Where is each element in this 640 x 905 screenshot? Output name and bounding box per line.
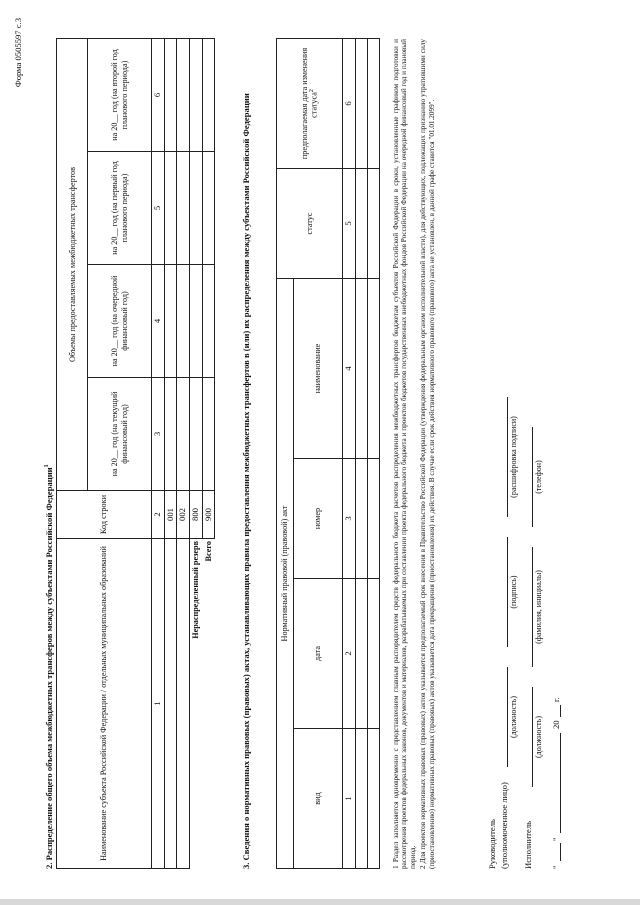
s2-col-year3: на 20__ год (на первый год планового периода)	[88, 152, 152, 265]
s2-row1-c6[interactable]	[164, 38, 177, 151]
head-decode-cap: (расшифровка подписи)	[509, 416, 518, 498]
date-day-line[interactable]	[560, 843, 561, 861]
s2-col-year4: на 20__ год (на второй год планового периода)	[88, 38, 152, 151]
footnote-2: 2 Для проектов нормативных правовых (правовых) актов указывается предполагаемый срок внесения в Правительство Российской Федерации (утверждения федеральным органом исполнительной власти), для действующих, подлежащих признанию утратившими силу (приостановлению) нормативных правовых (правовых) актов указывается дата прекращения (приостановления) их действия. В случае если срок действия нормативного правового (правового) акта не установлен, в данной графе ставится "01.01.2099".	[419, 39, 436, 869]
s2-row1-code: 001	[164, 491, 177, 539]
s2-total-c4[interactable]	[202, 265, 215, 378]
head-decode-line[interactable]	[507, 397, 508, 517]
executor-position-cap: (должность)	[534, 716, 543, 758]
date-year-line[interactable]	[560, 705, 561, 717]
s3-col-group: Нормативный правовой (правовой) акт	[277, 278, 294, 868]
s2-row1-c4[interactable]	[164, 265, 177, 378]
s2-reserve-code: 800	[189, 491, 202, 539]
s2-row1-c3[interactable]	[164, 378, 177, 491]
s3-row2-c2[interactable]	[367, 579, 379, 729]
s3-num-3: 3	[343, 459, 356, 579]
head-signature-cap: (подпись)	[509, 575, 518, 609]
executor-fio-cap: (фамилия, инициалы)	[534, 570, 543, 644]
section2-title	[44, 464, 55, 869]
footnotes	[392, 39, 436, 869]
s3-num-4: 4	[343, 278, 356, 458]
section2-title-sup: 1	[44, 464, 50, 468]
s2-reserve-label: Нераспределенный резерв	[189, 539, 202, 869]
s3-row2-c1[interactable]	[367, 729, 379, 869]
head-sub: (уполномоченное лицо)	[499, 782, 509, 869]
s3-row2-c5[interactable]	[367, 168, 379, 278]
scan-edge	[0, 899, 640, 905]
head-label: Руководитель	[487, 819, 497, 869]
footnote-1: 1 Раздел заполняется одновременно с представлением главным распорядителем средств федерального бюджета расчетов распределения межбюджетных трансфертов бюджетам субъектов Российской Федерации в сроки, установленные графиком подготовки и рассмотрения проектов федеральных законов, документов и материалов, разрабатываемых при составлении проекта федерального бюджета и проектов бюджетов государственных внебюджетных фондов Российской Федерации на очередной финансовый год и плановый период.	[392, 39, 417, 869]
head-signature-line[interactable]	[507, 537, 508, 647]
head-position-cap: (должность)	[509, 696, 518, 738]
s2-total-c6[interactable]	[202, 38, 215, 151]
head-position-line[interactable]	[507, 667, 508, 767]
s3-row2-c6[interactable]	[367, 38, 379, 168]
section3-table	[276, 38, 380, 869]
s2-total-label: Всего	[202, 539, 215, 869]
s2-reserve-c6[interactable]	[189, 38, 202, 151]
s3-row1-c4[interactable]	[355, 278, 367, 458]
s3-num-2: 2	[343, 579, 356, 729]
s2-col-name: Наименование субъекта Российской Федерации / отдельных муниципальных образований	[57, 539, 152, 869]
date-close-quote: "	[551, 837, 561, 841]
executor-label: Исполнитель	[523, 820, 533, 869]
form-code: Форма 0505597 с.3	[13, 18, 23, 88]
section2-title-text: 2. Распределение общего объема межбюджетных трансферов между субъектами Российской Федерации	[43, 467, 54, 869]
s2-col-volumes: Объемы предоставляемых межбюджетных трансфертов	[57, 38, 88, 490]
s3-row1-c2[interactable]	[355, 579, 367, 729]
s2-row1-c5[interactable]	[164, 152, 177, 265]
executor-phone-cap: (телефон)	[534, 460, 543, 494]
s3-row2-c4[interactable]	[367, 278, 379, 458]
s2-row2-name[interactable]	[177, 539, 190, 869]
s2-num-2: 2	[152, 491, 165, 539]
s3-col-status-date	[277, 38, 343, 168]
date-month-line[interactable]	[560, 733, 561, 833]
executor-phone-line[interactable]	[532, 427, 533, 527]
s2-row2-c5[interactable]	[177, 152, 190, 265]
s3-row1-c5[interactable]	[355, 168, 367, 278]
s2-reserve-c4[interactable]	[189, 265, 202, 378]
s2-total-c3[interactable]	[202, 378, 215, 491]
executor-position-line[interactable]	[532, 687, 533, 787]
s2-num-4: 4	[152, 265, 165, 378]
s2-row2-c3[interactable]	[177, 378, 190, 491]
s3-num-1: 1	[343, 729, 356, 869]
s3-row1-c6[interactable]	[355, 38, 367, 168]
s2-reserve-c3[interactable]	[189, 378, 202, 491]
s2-num-6: 6	[152, 38, 165, 151]
s2-total-code: 900	[202, 491, 215, 539]
s2-row2-c6[interactable]	[177, 38, 190, 151]
s2-col-year1: на 20__ год (на текущий финансовый год)	[88, 378, 152, 491]
s3-row1-c3[interactable]	[355, 459, 367, 579]
s2-num-3: 3	[152, 378, 165, 491]
s3-num-5: 5	[343, 168, 356, 278]
s3-col-number: номер	[294, 459, 343, 579]
s3-col-type: вид	[294, 729, 343, 869]
section3-title: 3. Сведения о нормативных правовых (правовых) актах, устанавливающих правила предоставления межбюджетных трансфертов в (или) их распределения между субъектами Российской Федерации	[241, 93, 251, 869]
s3-row1-c1[interactable]	[355, 729, 367, 869]
s2-col-year2: на 20__ год (на очередной финансовый год)	[88, 265, 152, 378]
s2-total-c5[interactable]	[202, 152, 215, 265]
date-open-quote: "	[551, 865, 561, 869]
s2-row1-name[interactable]	[164, 539, 177, 869]
s2-reserve-c5[interactable]	[189, 152, 202, 265]
section2-table	[56, 38, 215, 869]
s2-num-5: 5	[152, 152, 165, 265]
s3-num-6: 6	[343, 38, 356, 168]
s3-col-status: статус	[277, 168, 343, 278]
s2-row2-code: 002	[177, 491, 190, 539]
s2-col-code: Код строки	[57, 491, 152, 539]
s3-col-status-date-text: предполагаемая дата изменения статуса	[299, 47, 319, 160]
s3-col-status-date-sup: 2	[309, 89, 316, 93]
executor-fio-line[interactable]	[532, 547, 533, 667]
s3-col-date: дата	[294, 579, 343, 729]
s2-row2-c4[interactable]	[177, 265, 190, 378]
s3-row2-c3[interactable]	[367, 459, 379, 579]
date-year-prefix: 20	[551, 720, 561, 729]
date-year-suffix: г.	[551, 697, 561, 702]
s2-num-1: 1	[152, 539, 165, 869]
s3-col-name: наименование	[294, 278, 343, 458]
